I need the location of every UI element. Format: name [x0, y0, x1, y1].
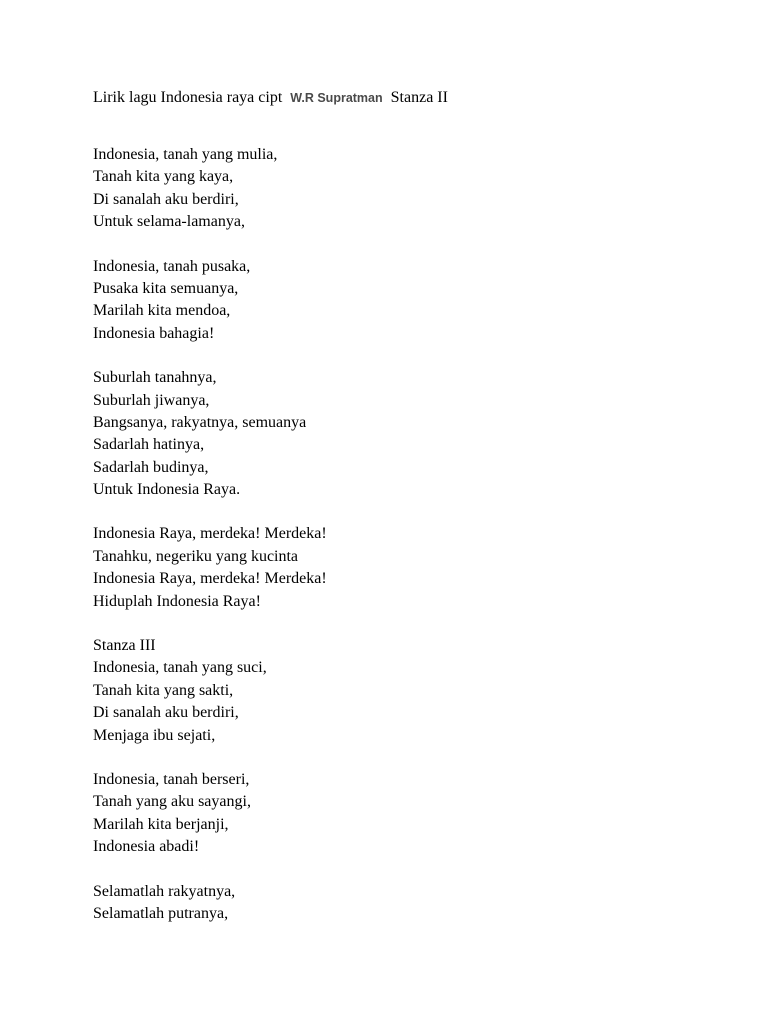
lyric-line: Indonesia, tanah pusaka,	[93, 257, 251, 275]
lyric-line: Sadarlah budinya,	[93, 458, 209, 476]
lyric-line: Indonesia abadi!	[93, 838, 200, 856]
lyric-line: Tanah yang aku sayangi,	[93, 793, 251, 811]
lyric-line: Di sanalah aku berdiri,	[93, 190, 239, 208]
author-name: W.R Supratman	[290, 91, 383, 105]
document-body	[93, 86, 733, 947]
lyric-line: Indonesia, tanah berseri,	[93, 770, 250, 788]
lyric-line: Tanah kita yang kaya,	[93, 168, 234, 186]
stanza-3	[93, 367, 733, 501]
lyric-line: Untuk selama-lamanya,	[93, 213, 245, 231]
document-title	[93, 86, 733, 110]
stanza-heading: Stanza III	[93, 637, 156, 655]
lyric-line: Suburlah tanahnya,	[93, 369, 217, 387]
lyric-line: Indonesia Raya, merdeka! Merdeka!	[93, 570, 327, 588]
lyric-line: Selamatlah putranya,	[93, 904, 229, 922]
lyric-line: Tanah kita yang sakti,	[93, 681, 234, 699]
lyric-line: Sadarlah hatinya,	[93, 436, 205, 454]
lyrics	[93, 144, 733, 925]
title-text: Lirik lagu Indonesia raya cipt	[93, 89, 283, 106]
stanza-label: Stanza II	[390, 89, 448, 106]
lyric-line: Menjaga ibu sejati,	[93, 726, 216, 744]
stanza-5	[93, 635, 733, 747]
stanza-2	[93, 256, 733, 346]
stanza-1	[93, 144, 733, 234]
lyric-line: Indonesia, tanah yang suci,	[93, 659, 267, 677]
lyric-line: Selamatlah rakyatnya,	[93, 882, 236, 900]
lyric-line: Untuk Indonesia Raya.	[93, 481, 241, 499]
lyric-line: Suburlah jiwanya,	[93, 391, 210, 409]
lyric-line: Indonesia, tanah yang mulia,	[93, 146, 278, 163]
lyric-line: Pusaka kita semuanya,	[93, 279, 239, 297]
lyric-line: Marilah kita berjanji,	[93, 815, 229, 833]
lyric-line: Hiduplah Indonesia Raya!	[93, 592, 261, 610]
lyric-line: Indonesia bahagia!	[93, 324, 215, 342]
lyric-line: Marilah kita mendoa,	[93, 302, 231, 320]
lyric-line: Bangsanya, rakyatnya, semuanya	[93, 413, 307, 431]
stanza-4	[93, 523, 733, 613]
lyric-line: Tanahku, negeriku yang kucinta	[93, 547, 299, 565]
stanza-6	[93, 769, 733, 859]
stanza-7	[93, 881, 733, 926]
lyric-line: Di sanalah aku berdiri,	[93, 704, 239, 722]
lyric-line: Indonesia Raya, merdeka! Merdeka!	[93, 525, 327, 543]
